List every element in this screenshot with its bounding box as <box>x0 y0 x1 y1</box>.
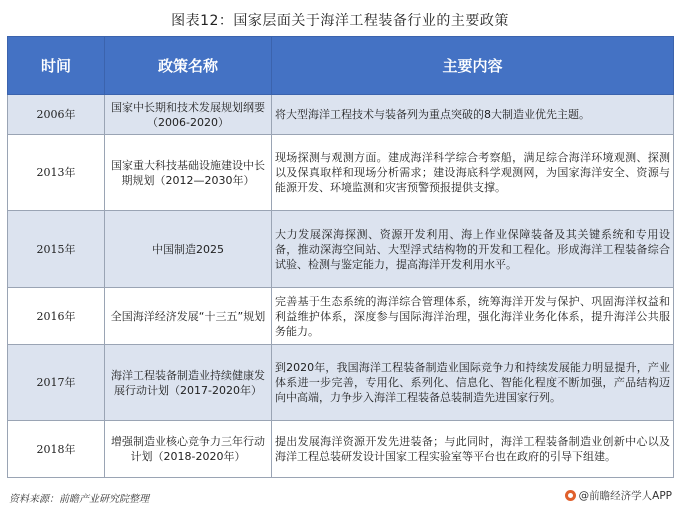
table-row <box>8 135 674 211</box>
row-policy-name: 增强制造业核心竞争力三年行动计划（2018-2020年） <box>105 421 272 478</box>
header-main-content: 主要内容 <box>272 37 674 95</box>
header-policy-name: 政策名称 <box>105 37 272 95</box>
row-policy-name: 中国制造2025 <box>105 211 272 288</box>
row-policy-name: 海洋工程装备制造业持续健康发展行动计划（2017-2020年） <box>105 345 272 421</box>
brand-logo-icon <box>565 490 576 501</box>
table-row <box>8 95 674 135</box>
row-content: 提出发展海洋资源开发先进装备；与此同时，海洋工程装备制造业创新中心以及海洋工程总装研发设计国家工程实验室等平台也在政府的引导下组建。 <box>272 421 674 478</box>
row-year: 2016年 <box>8 288 105 345</box>
policy-table <box>7 36 674 478</box>
row-policy-name: 国家中长期和技术发展规划纲要（2006-2020） <box>105 95 272 135</box>
figure-caption: 图表12：国家层面关于海洋工程装备行业的主要政策 <box>171 13 509 29</box>
brand-label: @前瞻经济学人APP <box>578 490 672 502</box>
brand-credit <box>565 488 672 503</box>
row-year: 2017年 <box>8 345 105 421</box>
row-content: 到2020年，我国海洋工程装备制造业国际竞争力和持续发展能力明显提升，产业体系进一步完善，专用化、系列化、信息化、智能化程度不断加强，产品结构迈向中高端，力争步入海洋工程装备总装制造先进国家行列。 <box>272 345 674 421</box>
row-content: 将大型海洋工程技术与装备列为重点突破的8大制造业优先主题。 <box>272 95 674 135</box>
table-row <box>8 345 674 421</box>
row-year: 2015年 <box>8 211 105 288</box>
row-year: 2013年 <box>8 135 105 211</box>
row-content: 大力发展深海探测、资源开发利用、海上作业保障装备及其关键系统和专用设备，推动深海空间站、大型浮式结构物的开发和工程化。形成海洋工程装备综合试验、检测与鉴定能力，提高海洋开发利用水平。 <box>272 211 674 288</box>
header-time: 时间 <box>8 37 105 95</box>
row-policy-name: 国家重大科技基础设施建设中长期规划（2012—2030年） <box>105 135 272 211</box>
row-content: 完善基于生态系统的海洋综合管理体系，统筹海洋开发与保护、巩固海洋权益和利益维护体系，深度参与国际海洋治理，强化海洋业务化体系，提升海洋公共服务能力。 <box>272 288 674 345</box>
table-row <box>8 288 674 345</box>
row-policy-name: 全国海洋经济发展“十三五”规划 <box>105 288 272 345</box>
source-note: 资料来源：前瞻产业研究院整理 <box>9 494 149 505</box>
row-year: 2018年 <box>8 421 105 478</box>
row-year: 2006年 <box>8 95 105 135</box>
table-row <box>8 211 674 288</box>
row-content: 现场探测与观测方面。建成海洋科学综合考察船，满足综合海洋环境观测、探测以及保真取样和现场分析需求；建设海底科学观测网，为国家海洋安全、资源与能源开发、环境监测和灾害预警预报提供支撑。 <box>272 135 674 211</box>
table-row <box>8 421 674 478</box>
table-header-row <box>8 37 674 95</box>
